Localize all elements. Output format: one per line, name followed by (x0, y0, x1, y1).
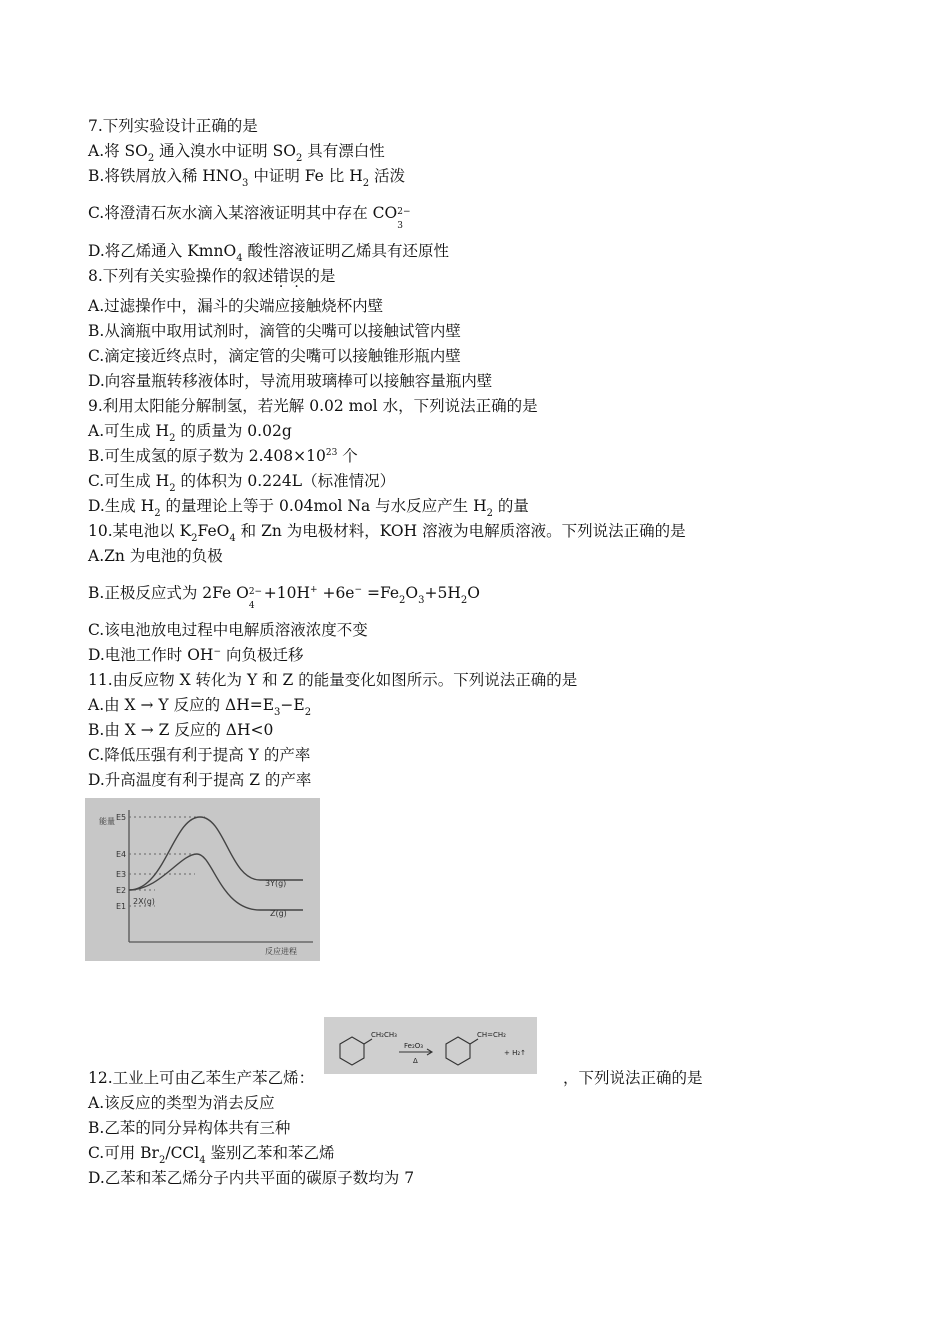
catalyst-label: Fe₂O₃ (404, 1042, 424, 1050)
product-y-label: 3Y(g) (265, 879, 287, 888)
level-e2: E2 (116, 886, 127, 895)
q7-option-d: D.将乙烯通入 KmnO$_4$ 酸性溶液证明乙烯具有还原性 (88, 242, 450, 264)
q8-option-b: B.从滴瓶中取用试剂时，滴管的尖嘴可以接触试管内壁 (88, 322, 461, 340)
x-axis-label: 反应进程 (265, 947, 297, 956)
emphasis-char: 误 (288, 267, 305, 285)
q12-option-b: B.乙苯的同分异构体共有三种 (88, 1119, 291, 1137)
q10-stem: 10.某电池以 $K_2FeO_4$ 和 Zn 为电极材料，KOH 溶液为电解质溶液。下列说法正确的是 (88, 522, 686, 544)
q11-option-c: C.降低压强有利于提高 Y 的产率 (88, 746, 311, 764)
level-e3: E3 (116, 870, 127, 879)
q8-option-a: A.过滤操作中，漏斗的尖端应接触烧杯内壁 (88, 297, 384, 315)
q11-option-a: A.由 X → Y 反应的 $\Delta H=E_3-E_2$ (88, 696, 312, 718)
reaction-scheme (324, 1017, 537, 1074)
q10-option-d: D.电池工作时 OH− 向负极迁移 (88, 646, 304, 664)
energy-diagram (85, 798, 320, 961)
q11-stem: 11.由反应物 X 转化为 Y 和 Z 的能量变化如图所示。下列说法正确的是 (88, 671, 578, 689)
product-z-label: Z(g) (270, 909, 287, 918)
emphasis-char: 错 (273, 267, 289, 285)
q7-option-a: A.将 $SO_2$ 通入溴水中证明 $SO_2$ 具有漂白性 (88, 142, 385, 164)
q10-option-b: B.正极反应式为 2Fe O 2− 4 $+10H^+ +6e^- =Fe_2O_3+5H_2O$ (88, 584, 480, 611)
reactant-group: CH₂CH₃ (371, 1031, 397, 1039)
q9-stem: 9.利用太阳能分解制氢，若光解 0.02 mol 水，下列说法正确的是 (88, 397, 538, 415)
q9-option-a: A.可生成 $H_2$ 的质量为 0.02g (88, 422, 292, 444)
q12-stem-post: ，下列说法正确的是 (563, 1069, 703, 1087)
reactant-label: 2X(g) (133, 897, 155, 906)
q11-option-b: B.由 X → Z 反应的 ΔH<0 (88, 721, 274, 739)
q9-option-b: B.可生成氢的原子数为 $2.408\times 10^{23}$ 个 (88, 447, 358, 465)
q7-option-c: C.将澄清石灰水滴入某溶液证明其中存在 CO 2− 3 (88, 204, 411, 231)
q10-option-c: C.该电池放电过程中电解质溶液浓度不变 (88, 621, 368, 639)
y-axis-label-1: 能量 (99, 817, 115, 826)
heat-label: Δ (413, 1057, 418, 1065)
q12-option-a: A.该反应的类型为消去反应 (88, 1094, 275, 1112)
level-e4: E4 (116, 850, 127, 859)
q9-option-c: C.可生成 $H_2$ 的体积为 0.224L（标准情况） (88, 472, 396, 494)
q10-option-a: A.Zn 为电池的负极 (88, 547, 223, 565)
q7-option-b: B.将铁屑放入稀 $HNO_3$ 中证明 Fe 比 $H_2$ 活泼 (88, 167, 406, 189)
q7-stem: 7.下列实验设计正确的是 (88, 117, 258, 135)
q12-option-d: D.乙苯和苯乙烯分子内共平面的碳原子数均为 7 (88, 1169, 415, 1187)
q8-option-d: D.向容量瓶转移液体时，导流用玻璃棒可以接触容量瓶内壁 (88, 372, 493, 390)
q8-option-c: C.滴定接近终点时，滴定管的尖嘴可以接触锥形瓶内壁 (88, 347, 461, 365)
byproduct: + H₂↑ (504, 1049, 527, 1057)
level-e5: E5 (116, 813, 127, 822)
q11-option-d: D.升高温度有利于提高 Z 的产率 (88, 771, 312, 789)
q8-stem: 8.下列有关实验操作的叙述错误的是 (88, 267, 336, 285)
q12-stem-pre: 12.工业上可由乙苯生产苯乙烯： (88, 1069, 315, 1087)
q12-option-c: C.可用 $Br_2/CCl_4$ 鉴别乙苯和苯乙烯 (88, 1144, 335, 1166)
q9-option-d: D.生成 $H_2$ 的量理论上等于 0.04mol Na 与水反应产生 $H_2$ 的量 (88, 497, 529, 519)
product-group: CH=CH₂ (477, 1031, 506, 1039)
level-e1: E1 (116, 902, 127, 911)
